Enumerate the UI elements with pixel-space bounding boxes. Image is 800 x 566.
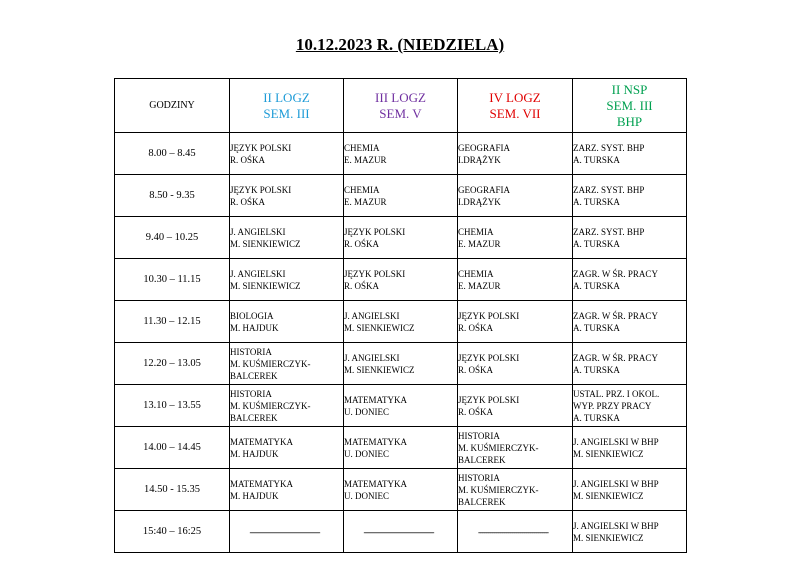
- group-header-line: SEM. V: [379, 105, 422, 121]
- lesson-line: M. HAJDUK: [230, 322, 279, 333]
- lesson-cell: [458, 259, 573, 301]
- lesson-line: CHEMIA: [344, 184, 380, 195]
- lesson-line: A. TURSKA: [573, 364, 620, 375]
- lesson-line: M. SIENKIEWICZ: [344, 364, 415, 375]
- lesson-line: HISTORIA: [230, 346, 272, 357]
- lesson-line: MATEMATYKA: [230, 436, 293, 447]
- lesson-cell: [573, 469, 687, 511]
- lesson-cell: [230, 385, 344, 427]
- lesson-cell: [344, 217, 458, 259]
- lesson-cell: [344, 175, 458, 217]
- lesson-line: JĘZYK POLSKI: [344, 226, 406, 237]
- lesson-cell: [458, 427, 573, 469]
- lesson-line: MATEMATYKA: [230, 478, 293, 489]
- group-header-line: III LOGZ: [375, 89, 426, 105]
- lesson-line: MATEMATYKA: [344, 394, 407, 405]
- lesson-line: HISTORIA: [458, 472, 500, 483]
- lesson-cell: [573, 343, 687, 385]
- lesson-line: BALCEREK: [458, 496, 506, 507]
- lesson-line: ZARZ. SYST. BHP: [573, 184, 645, 195]
- group-header: [458, 79, 573, 133]
- lesson-line: J. ANGIELSKI: [344, 310, 400, 321]
- lesson-line: JĘZYK POLSKI: [344, 268, 406, 279]
- time-slot: 10.30 – 11.15: [115, 259, 230, 301]
- lesson-cell: [230, 217, 344, 259]
- lesson-line: E. MAZUR: [344, 154, 387, 165]
- header-row: [115, 79, 687, 133]
- lesson-cell: [230, 301, 344, 343]
- group-header: [230, 79, 344, 133]
- schedule-row: [115, 385, 687, 427]
- lesson-line: A. TURSKA: [573, 322, 620, 333]
- lesson-line: ZARZ. SYST. BHP: [573, 226, 645, 237]
- time-slot: 8.00 – 8.45: [115, 133, 230, 175]
- group-header-line: II LOGZ: [263, 89, 310, 105]
- schedule-table: [114, 78, 687, 553]
- lesson-line: J. ANGIELSKI: [344, 352, 400, 363]
- lesson-line: A. TURSKA: [573, 154, 620, 165]
- lesson-line: M. HAJDUK: [230, 448, 279, 459]
- lesson-line: M. SIENKIEWICZ: [230, 238, 301, 249]
- lesson-cell: [573, 385, 687, 427]
- lesson-line: M. SIENKIEWICZ: [573, 532, 644, 543]
- lesson-line: E. MAZUR: [458, 280, 501, 291]
- lesson-line: MATEMATYKA: [344, 436, 407, 447]
- time-slot: 8.50 - 9.35: [115, 175, 230, 217]
- lesson-line: ZARZ. SYST. BHP: [573, 142, 645, 153]
- time-slot: 15:40 – 16:25: [115, 511, 230, 553]
- lesson-line: J. ANGIELSKI W BHP: [573, 436, 659, 447]
- lesson-cell: [344, 133, 458, 175]
- lesson-cell: [573, 511, 687, 553]
- lesson-line: R. OŚKA: [458, 364, 494, 375]
- lesson-cell: [344, 259, 458, 301]
- lesson-cell: [458, 301, 573, 343]
- lesson-line: BALCEREK: [230, 412, 278, 423]
- lesson-line: A. TURSKA: [573, 412, 620, 423]
- lesson-line: USTAL. PRZ. I OKOL.: [573, 388, 660, 399]
- empty-slot-line: -----------------------------------: [249, 526, 320, 537]
- lesson-cell: [573, 133, 687, 175]
- lesson-cell: [458, 343, 573, 385]
- lesson-cell: [230, 259, 344, 301]
- lesson-cell: [344, 301, 458, 343]
- lesson-cell: [573, 427, 687, 469]
- lesson-cell: [458, 385, 573, 427]
- lesson-line: GEOGRAFIA: [458, 184, 511, 195]
- lesson-line: JĘZYK POLSKI: [230, 142, 292, 153]
- schedule-row: [115, 343, 687, 385]
- lesson-cell: [573, 301, 687, 343]
- lesson-line: E. MAZUR: [344, 196, 387, 207]
- lesson-cell: [230, 133, 344, 175]
- group-header-line: BHP: [616, 113, 643, 129]
- group-header-line: SEM. VII: [489, 105, 541, 121]
- lesson-line: M. SIENKIEWICZ: [573, 490, 644, 501]
- lesson-line: CHEMIA: [458, 226, 494, 237]
- lesson-line: JĘZYK POLSKI: [458, 352, 520, 363]
- lesson-line: WYP. PRZY PRACY: [573, 400, 652, 411]
- empty-slot-line: -----------------------------------: [363, 526, 434, 537]
- lesson-line: M. KUŚMIERCZYK-: [458, 442, 539, 453]
- lesson-line: U. DONIEC: [344, 406, 389, 417]
- lesson-cell: [230, 175, 344, 217]
- lesson-line: R. OŚKA: [344, 280, 380, 291]
- lesson-line: MATEMATYKA: [344, 478, 407, 489]
- lesson-line: I.DRĄŻYK: [458, 154, 501, 165]
- group-header-line: II NSP: [611, 81, 648, 97]
- lesson-line: M. SIENKIEWICZ: [344, 322, 415, 333]
- lesson-cell: [573, 217, 687, 259]
- lesson-line: I.DRĄŻYK: [458, 196, 501, 207]
- schedule-row: [115, 133, 687, 175]
- group-header: [573, 79, 687, 133]
- lesson-line: R. OŚKA: [458, 406, 494, 417]
- lesson-cell: [458, 133, 573, 175]
- schedule-row: [115, 259, 687, 301]
- lesson-line: BIOLOGIA: [230, 310, 274, 321]
- lesson-line: A. TURSKA: [573, 280, 620, 291]
- lesson-line: M. KUŚMIERCZYK-: [458, 484, 539, 495]
- group-header: [344, 79, 458, 133]
- lesson-line: M. SIENKIEWICZ: [573, 448, 644, 459]
- lesson-cell: [344, 385, 458, 427]
- lesson-line: ZAGR. W ŚR. PRACY: [573, 268, 658, 279]
- group-header-line: IV LOGZ: [489, 89, 541, 105]
- lesson-cell: [573, 259, 687, 301]
- group-header-line: SEM. III: [263, 105, 310, 121]
- hours-header: GODZINY: [115, 79, 230, 133]
- lesson-line: M. KUŚMIERCZYK-: [230, 358, 311, 369]
- lesson-line: A. TURSKA: [573, 238, 620, 249]
- lesson-cell: [458, 175, 573, 217]
- lesson-line: JĘZYK POLSKI: [458, 310, 520, 321]
- schedule-body: [115, 133, 687, 553]
- lesson-line: JĘZYK POLSKI: [458, 394, 520, 405]
- time-slot: 14.00 – 14.45: [115, 427, 230, 469]
- lesson-line: M. KUŚMIERCZYK-: [230, 400, 311, 411]
- lesson-line: R. OŚKA: [230, 154, 266, 165]
- lesson-line: U. DONIEC: [344, 490, 389, 501]
- lesson-line: ZAGR. W ŚR. PRACY: [573, 352, 658, 363]
- lesson-line: BALCEREK: [230, 370, 278, 381]
- lesson-line: U. DONIEC: [344, 448, 389, 459]
- schedule-row: [115, 469, 687, 511]
- schedule-row: [115, 217, 687, 259]
- schedule-row: [115, 301, 687, 343]
- lesson-cell: [344, 343, 458, 385]
- lesson-line: CHEMIA: [344, 142, 380, 153]
- lesson-line: R. OŚKA: [344, 238, 380, 249]
- lesson-cell: [573, 175, 687, 217]
- lesson-line: GEOGRAFIA: [458, 142, 511, 153]
- lesson-cell: [458, 217, 573, 259]
- lesson-cell: [458, 469, 573, 511]
- lesson-line: CHEMIA: [458, 268, 494, 279]
- lesson-cell: [458, 511, 573, 553]
- schedule-row: [115, 427, 687, 469]
- lesson-cell: [230, 469, 344, 511]
- lesson-cell: [344, 427, 458, 469]
- lesson-line: M. SIENKIEWICZ: [230, 280, 301, 291]
- lesson-cell: [230, 511, 344, 553]
- schedule-row: [115, 511, 687, 553]
- time-slot: 13.10 – 13.55: [115, 385, 230, 427]
- schedule-row: [115, 175, 687, 217]
- lesson-line: M. HAJDUK: [230, 490, 279, 501]
- lesson-line: J. ANGIELSKI: [230, 226, 286, 237]
- empty-slot-line: -----------------------------------: [478, 526, 548, 537]
- lesson-line: E. MAZUR: [458, 238, 501, 249]
- lesson-line: R. OŚKA: [458, 322, 494, 333]
- lesson-cell: [344, 511, 458, 553]
- lesson-line: J. ANGIELSKI W BHP: [573, 478, 659, 489]
- time-slot: 11.30 – 12.15: [115, 301, 230, 343]
- lesson-line: HISTORIA: [230, 388, 272, 399]
- lesson-line: J. ANGIELSKI: [230, 268, 286, 279]
- time-slot: 12.20 – 13.05: [115, 343, 230, 385]
- lesson-line: A. TURSKA: [573, 196, 620, 207]
- time-slot: 9.40 – 10.25: [115, 217, 230, 259]
- group-header-line: SEM. III: [606, 97, 653, 113]
- lesson-line: BALCEREK: [458, 454, 506, 465]
- lesson-cell: [230, 427, 344, 469]
- page-title: 10.12.2023 R. (NIEDZIELA): [295, 35, 505, 54]
- lesson-line: R. OŚKA: [230, 196, 266, 207]
- lesson-line: HISTORIA: [458, 430, 500, 441]
- lesson-line: JĘZYK POLSKI: [230, 184, 292, 195]
- lesson-cell: [344, 469, 458, 511]
- lesson-cell: [230, 343, 344, 385]
- lesson-line: ZAGR. W ŚR. PRACY: [573, 310, 658, 321]
- time-slot: 14.50 - 15.35: [115, 469, 230, 511]
- lesson-line: J. ANGIELSKI W BHP: [573, 520, 659, 531]
